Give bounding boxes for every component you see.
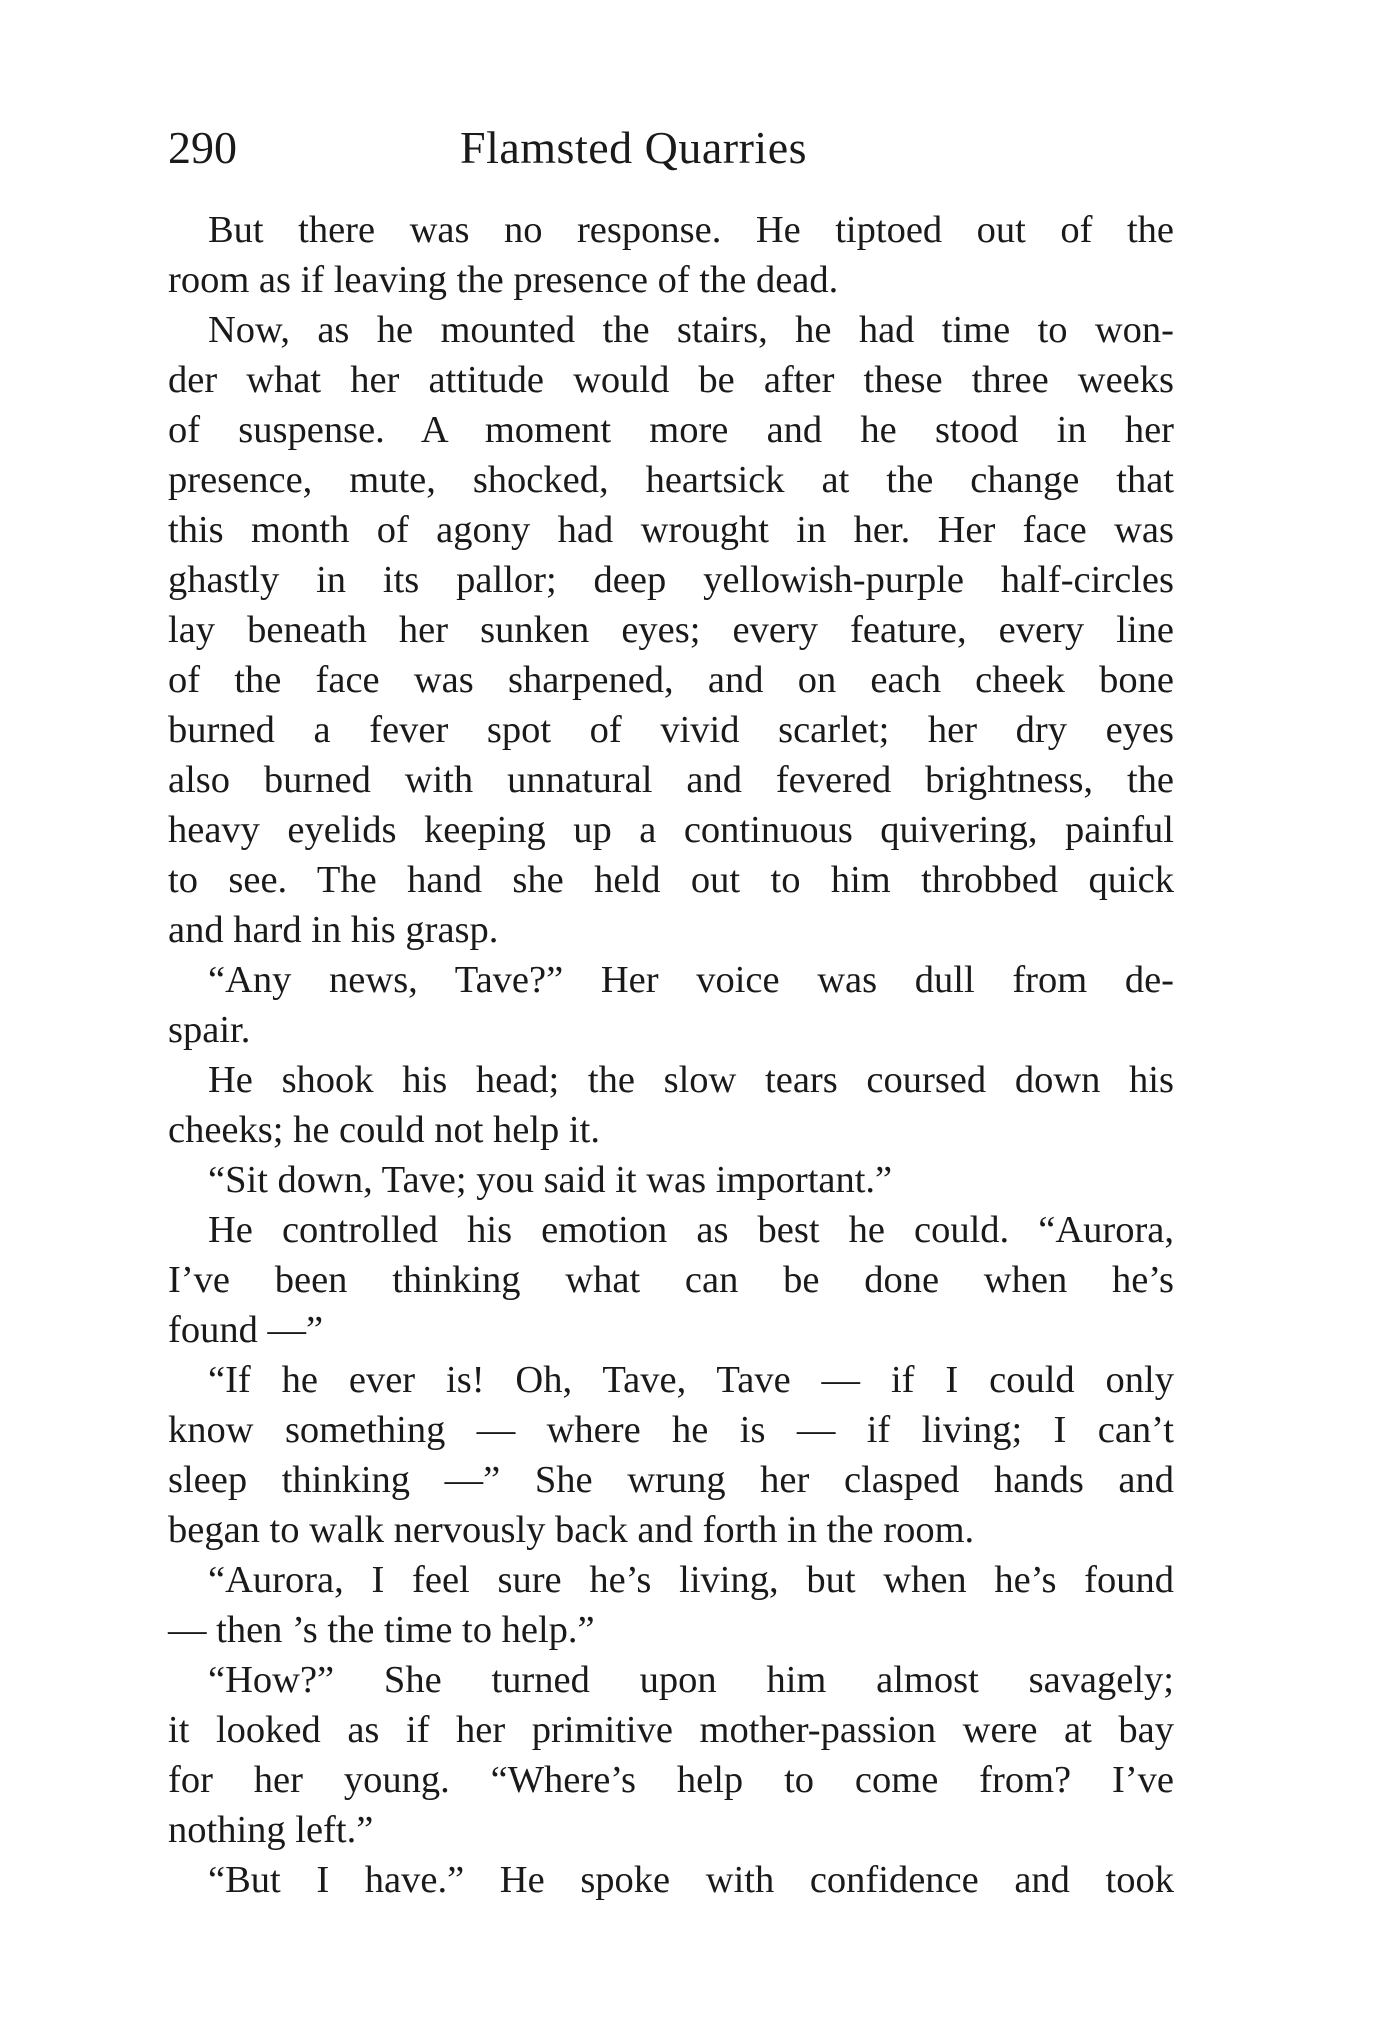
text-line: lay beneath her sunken eyes; every feature, every line	[168, 609, 1174, 651]
text-line: heavy eyelids keeping up a continuous quivering, painful	[168, 809, 1174, 851]
text-line: of the face was sharpened, and on each cheek bone	[168, 659, 1174, 701]
body-text	[168, 205, 1174, 1905]
text-line: “Aurora, I feel sure he’s living, but when he’s found	[208, 1559, 1174, 1601]
text-line: found —”	[168, 1309, 324, 1351]
text-line: also burned with unnatural and fevered brightness, the	[168, 759, 1174, 801]
text-line: and hard in his grasp.	[168, 909, 499, 951]
text-line: He controlled his emotion as best he could. “Aurora,	[208, 1209, 1174, 1251]
text-line: But there was no response. He tiptoed out of the	[208, 209, 1174, 251]
text-line: Now, as he mounted the stairs, he had time to won-	[208, 309, 1174, 351]
text-line: room as if leaving the presence of the dead.	[168, 259, 839, 301]
text-line: der what her attitude would be after these three weeks	[168, 359, 1174, 401]
text-line: know something — where he is — if living; I can’t	[168, 1409, 1174, 1451]
text-line: cheeks; he could not help it.	[168, 1109, 600, 1151]
text-line: He shook his head; the slow tears coursed down his	[208, 1059, 1174, 1101]
text-line: to see. The hand she held out to him throbbed quick	[168, 859, 1174, 901]
text-line: began to walk nervously back and forth in the room.	[168, 1509, 975, 1551]
text-line: it looked as if her primitive mother-passion were at bay	[168, 1709, 1174, 1751]
running-head	[168, 118, 1188, 178]
text-line: “But I have.” He spoke with confidence and took	[208, 1859, 1174, 1901]
text-line: sleep thinking —” She wrung her clasped hands and	[168, 1459, 1174, 1501]
text-line: “Sit down, Tave; you said it was important.”	[208, 1159, 893, 1201]
text-line: burned a fever spot of vivid scarlet; her dry eyes	[168, 709, 1174, 751]
text-line: “If he ever is! Oh, Tave, Tave — if I could only	[208, 1359, 1174, 1401]
book-title: Flamsted Quarries	[460, 122, 808, 173]
text-line: “Any news, Tave?” Her voice was dull from de-	[208, 959, 1174, 1001]
text-line: for her young. “Where’s help to come from? I’ve	[168, 1759, 1174, 1801]
text-line: this month of agony had wrought in her. Her face was	[168, 509, 1174, 551]
text-line: ghastly in its pallor; deep yellowish-purple half-circles	[168, 559, 1174, 601]
text-line: spair.	[168, 1009, 251, 1051]
text-line: presence, mute, shocked, heartsick at the change that	[168, 459, 1174, 501]
page-number: 290	[168, 122, 237, 173]
text-line: — then ’s the time to help.”	[168, 1609, 595, 1651]
text-line: “How?” She turned upon him almost savagely;	[208, 1659, 1174, 1701]
text-line: I’ve been thinking what can be done when he’s	[168, 1259, 1174, 1301]
text-line: of suspense. A moment more and he stood in her	[168, 409, 1174, 451]
text-line: nothing left.”	[168, 1809, 374, 1851]
